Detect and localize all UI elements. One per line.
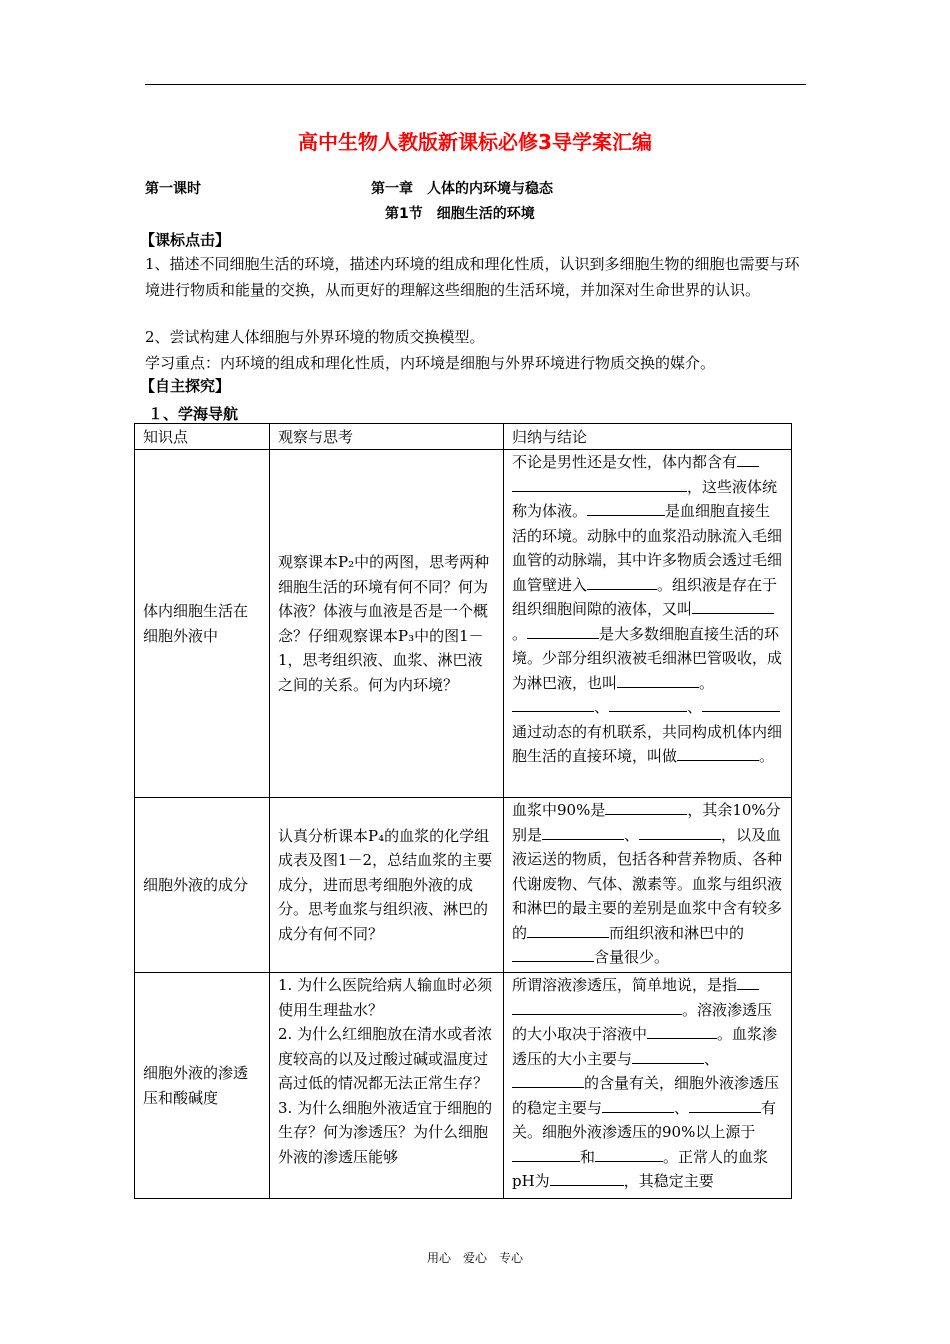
table-header-cell: 知识点 bbox=[135, 424, 270, 450]
table-row bbox=[135, 450, 792, 798]
heading-standards: 【课标点击】 bbox=[140, 231, 231, 249]
section-title: 第1节 细胞生活的环境 bbox=[385, 206, 535, 222]
heading-navigation: １、学海导航 bbox=[148, 405, 239, 423]
paragraph-goal-1: 1、描述不同细胞生活的环境，描述内环境的组成和理化性质，认识到多细胞生物的细胞也需要与环境进行物质和能量的交换，从而更好的理解这些细胞的生活环境，并加深对生命世界的认识。 bbox=[145, 255, 800, 299]
document-title: 高中生物人教版新课标必修3导学案汇编 bbox=[298, 130, 652, 154]
paragraph-key-points: 学习重点：内环境的组成和理化性质，内环境是细胞与外界环境进行物质交换的媒介。 bbox=[145, 354, 716, 372]
lesson-label: 第一课时 bbox=[145, 181, 201, 197]
observe-cell: 1. 为什么医院给病人输血时必须使用生理盐水？ 2. 为什么红细胞放在清水或者浓度较高的以及过酸过碱或温度过高过低的情况都无法正常生存？ 3. 为什么细胞外液适宜于细胞的生存？何为渗透压？为什么细胞外液的渗透压能够 bbox=[270, 973, 504, 1199]
chapter-title: 第一章 人体的内环境与稳态 bbox=[371, 181, 553, 197]
table-row bbox=[135, 973, 792, 1199]
table-header-cell: 归纳与结论 bbox=[504, 424, 792, 450]
observe-cell: 观察课本P₂中的两图，思考两种细胞生活的环境有何不同？何为体液？体液与血液是否是一个概念？仔细观察课本P₃中的图1－1，思考组织液、血浆、淋巴液之间的关系。何为内环境？ bbox=[270, 450, 504, 798]
table-row bbox=[135, 798, 792, 973]
observe-cell: 认真分析课本P₄的血浆的化学组成表及图1－2，总结血浆的主要成分，进而思考细胞外液的成分。思考血浆与组织液、淋巴的成分有何不同？ bbox=[270, 798, 504, 973]
topic-cell: 细胞外液的渗透压和酸碱度 bbox=[135, 973, 270, 1199]
topic-cell: 细胞外液的成分 bbox=[135, 798, 270, 973]
header-rule bbox=[145, 84, 806, 85]
table-header-row bbox=[135, 424, 792, 450]
page-footer: 用心 爱心 专心 bbox=[426, 1251, 523, 1265]
study-table bbox=[134, 423, 792, 1199]
topic-cell: 体内细胞生活在细胞外液中 bbox=[135, 450, 270, 798]
table-header-cell: 观察与思考 bbox=[270, 424, 504, 450]
conclusion-cell: 血浆中90%是 ，其余10%分别是 、 ，以及血液运送的物质，包括各种营养物质、各种代谢废物、气体、激素等。血浆与组织液和淋巴的最主要的差别是血浆中含有较多的 而组织液和淋巴中的含量很少。 bbox=[504, 798, 792, 973]
paragraph-goal-2: 2、尝试构建人体细胞与外界环境的物质交换模型。 bbox=[145, 328, 485, 346]
heading-explore: 【自主探究】 bbox=[140, 377, 231, 395]
conclusion-cell: 所谓溶液渗透压，简单地说，是指。溶液渗透压的大小取决于溶液中 。血浆渗透压的大小主要与 、的含量有关，细胞外液渗透压的稳定主要与 、 有关。细胞外液渗透压的90%以上源于和 。正常人的血浆pH为 ，其稳定主要 bbox=[504, 973, 792, 1199]
conclusion-cell: 不论是男性还是女性，体内都含有，这些液体统称为体液。 是血细胞直接生活的环境。动脉中的血浆沿动脉流入毛细血管的动脉端，其中许多物质会透过毛细血管壁进入 。组织液是存在于组织细胞间隙的液体，又叫。 是大多数细胞直接生活的环境。少部分组织液被毛细淋巴管吸收，成为淋巴液，也叫 。、 、通过动态的有机联系，共同构成机体内细胞生活的直接环境，叫做 。 bbox=[504, 450, 792, 798]
